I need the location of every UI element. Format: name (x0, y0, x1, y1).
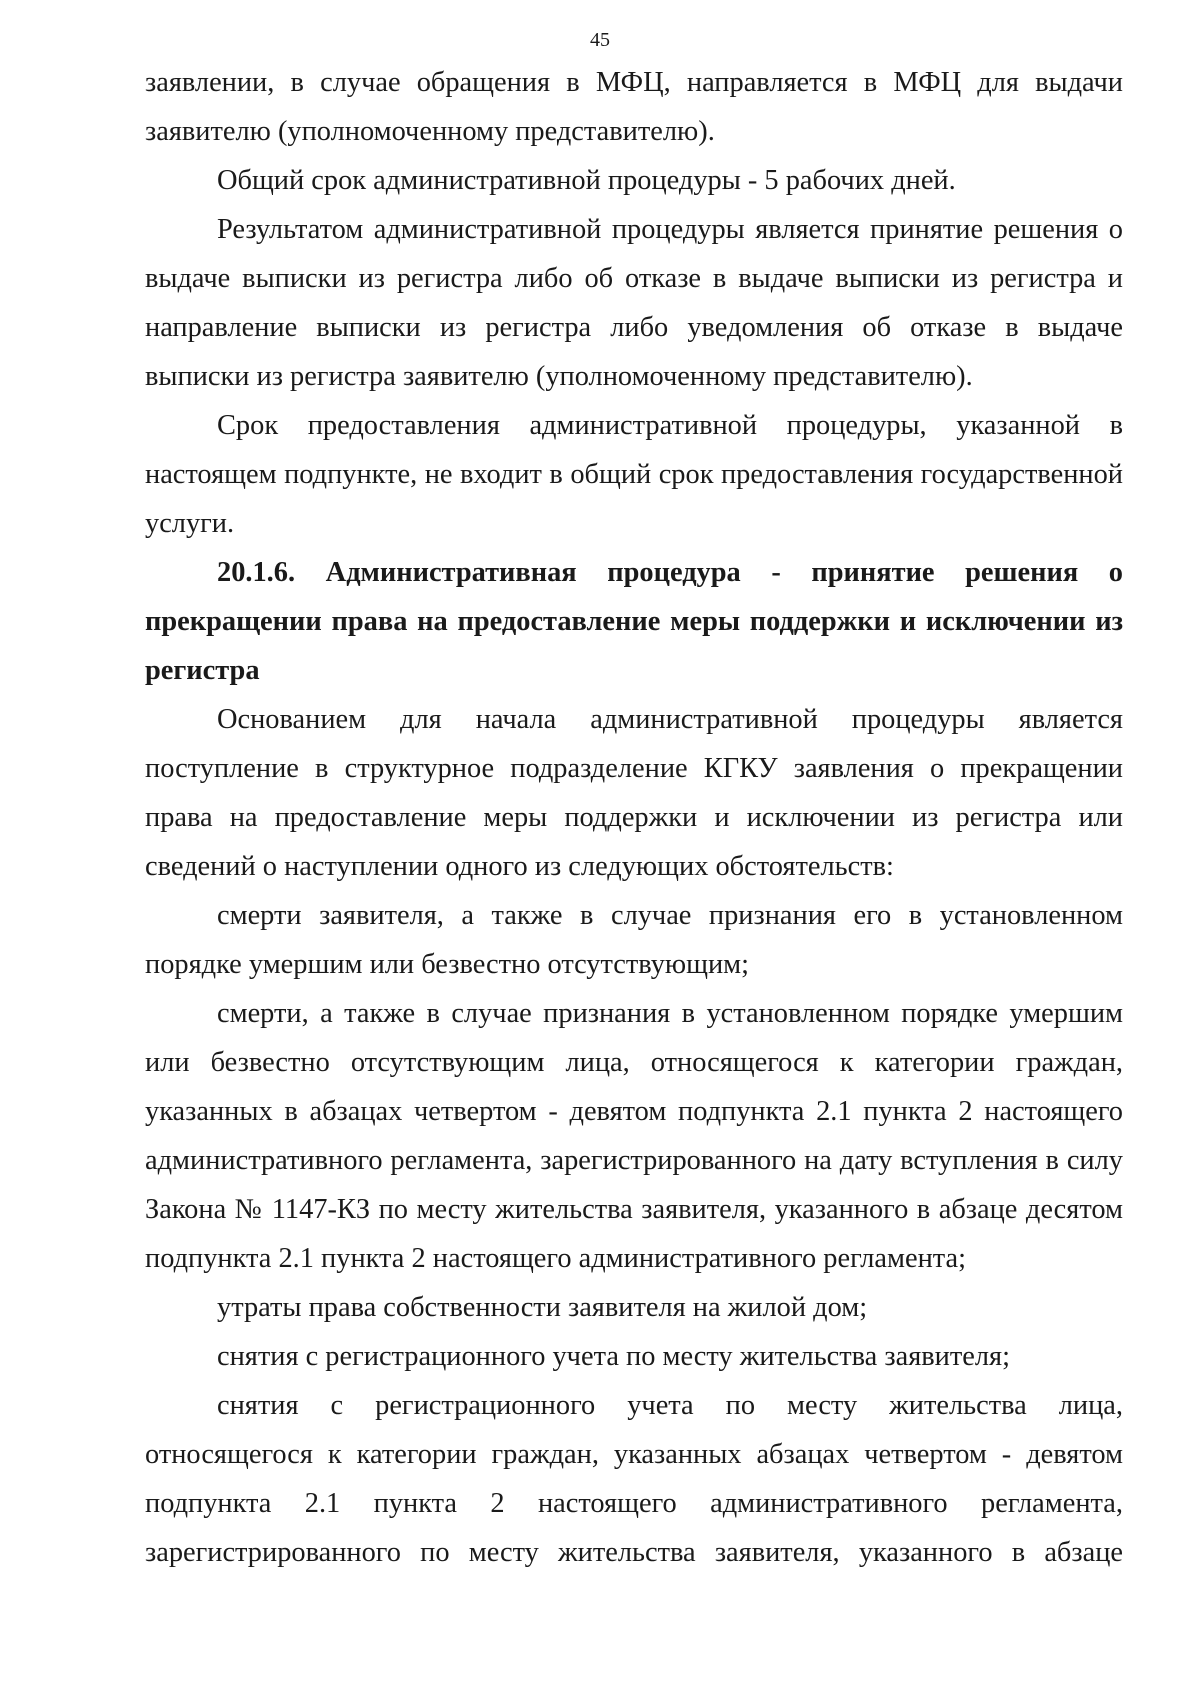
document-body (145, 58, 1123, 1577)
page-number: 45 (590, 29, 610, 51)
section-heading-20-1-6: 20.1.6. Административная процедура - принятие решения о прекращении права на предоставление меры поддержки и исключении из регистра (145, 557, 1123, 686)
list-item-applicant-death: смерти заявителя, а также в случае признания его в установленном порядке умершим или безвестно отсутствующим; (145, 900, 1123, 980)
list-item-person-death: смерти, а также в случае признания в установленном порядке умершим или безвестно отсутствующим лица, относящегося к категории граждан, указанных в абзацах четвертом - девятом подпункта 2.1 пункта 2 настоящего административного регламента, зарегистрированного на дату вступления в силу Закона № 1147-КЗ по месту жительства заявителя, указанного в абзаце десятом подпункта 2.1 пункта 2 настоящего административного регламента; (145, 998, 1123, 1274)
paragraph-grounds: Основанием для начала административной процедуры является поступление в структурное подразделение КГКУ заявления о прекращении права на предоставление меры поддержки и исключении из регистра или сведений о наступлении одного из следующих обстоятельств: (145, 704, 1123, 882)
paragraph-delivery-result: заявлении, в случае обращения в МФЦ, направляется в МФЦ для выдачи заявителю (уполномоченному представителю). (145, 67, 1123, 147)
paragraph-procedure-result: Результатом административной процедуры является принятие решения о выдаче выписки из регистра либо об отказе в выдаче выписки из регистра и направление выписки из регистра либо уведомления об отказе в выдаче выписки из регистра заявителю (уполномоченному представителю). (145, 214, 1123, 392)
paragraph-total-term: Общий срок административной процедуры - 5 рабочих дней. (217, 165, 956, 196)
list-item-applicant-deregistration: снятия с регистрационного учета по месту жительства заявителя; (217, 1341, 1010, 1372)
list-item-ownership-loss: утраты права собственности заявителя на жилой дом; (217, 1292, 868, 1323)
list-item-person-deregistration: снятия с регистрационного учета по месту жительства лица, относящегося к категории граждан, указанных абзацах четвертом - девятом подпункта 2.1 пункта 2 настоящего административного регламента, зарегистрированного по месту жительства заявителя, указанного в абзаце (145, 1390, 1123, 1568)
paragraph-procedure-term: Срок предоставления административной процедуры, указанной в настоящем подпункте, не входит в общий срок предоставления государственной услуги. (145, 410, 1123, 539)
